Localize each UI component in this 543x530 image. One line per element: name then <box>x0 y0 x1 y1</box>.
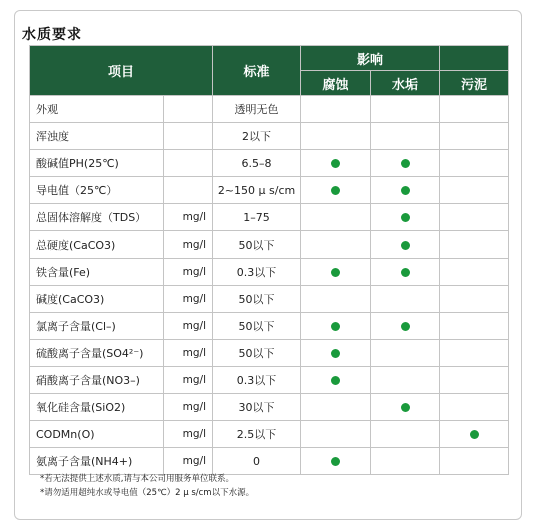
row-unit: mg/l <box>164 285 213 312</box>
table-row <box>30 421 509 448</box>
row-standard: 2.5以下 <box>213 421 301 448</box>
row-unit: mg/l <box>164 366 213 393</box>
row-scale-mark <box>371 204 440 231</box>
row-corrosion-mark <box>301 339 371 366</box>
table-row <box>30 123 509 150</box>
header-standard: 标准 <box>213 46 301 96</box>
header-impact: 影响 <box>301 46 440 71</box>
row-scale-mark <box>371 177 440 204</box>
table-row <box>30 96 509 123</box>
row-sludge-mark <box>440 312 509 339</box>
row-sludge-mark <box>440 123 509 150</box>
row-sludge-mark <box>440 285 509 312</box>
row-standard: 50以下 <box>213 285 301 312</box>
header-impact-blank <box>440 46 509 71</box>
impact-dot-icon <box>401 403 410 412</box>
impact-dot-icon <box>401 186 410 195</box>
row-scale-mark <box>371 258 440 285</box>
row-standard: 30以下 <box>213 394 301 421</box>
row-corrosion-mark <box>301 285 371 312</box>
row-scale-mark <box>371 312 440 339</box>
header-scale: 水垢 <box>371 71 440 96</box>
table-row <box>30 394 509 421</box>
row-item: 酸碱值PH(25℃) <box>30 150 164 177</box>
row-scale-mark <box>371 285 440 312</box>
impact-dot-icon <box>331 186 340 195</box>
footnote: *若无法提供上述水质,请与本公司用服务单位联系。 <box>40 474 234 484</box>
row-corrosion-mark <box>301 258 371 285</box>
row-unit <box>164 123 213 150</box>
row-sludge-mark <box>440 366 509 393</box>
row-unit: mg/l <box>164 448 213 475</box>
row-scale-mark <box>371 96 440 123</box>
row-corrosion-mark <box>301 177 371 204</box>
row-standard: 6.5–8 <box>213 150 301 177</box>
row-standard: 50以下 <box>213 339 301 366</box>
impact-dot-icon <box>331 349 340 358</box>
row-corrosion-mark <box>301 150 371 177</box>
water-quality-table <box>29 45 509 475</box>
row-unit: mg/l <box>164 258 213 285</box>
table-row <box>30 448 509 475</box>
row-item: 碱度(CaCO3) <box>30 285 164 312</box>
row-unit: mg/l <box>164 421 213 448</box>
row-item: 氯离子含量(Cl–) <box>30 312 164 339</box>
row-sludge-mark <box>440 339 509 366</box>
row-scale-mark <box>371 123 440 150</box>
row-unit: mg/l <box>164 312 213 339</box>
row-scale-mark <box>371 231 440 258</box>
row-standard: 1–75 <box>213 204 301 231</box>
row-standard: 50以下 <box>213 231 301 258</box>
row-corrosion-mark <box>301 312 371 339</box>
row-unit: mg/l <box>164 204 213 231</box>
row-item: 外观 <box>30 96 164 123</box>
row-unit <box>164 150 213 177</box>
table-row <box>30 177 509 204</box>
row-sludge-mark <box>440 421 509 448</box>
row-scale-mark <box>371 366 440 393</box>
header-sludge: 污泥 <box>440 71 509 96</box>
table-row <box>30 150 509 177</box>
table-body <box>30 96 509 475</box>
impact-dot-icon <box>401 241 410 250</box>
impact-dot-icon <box>331 268 340 277</box>
header-corrosion: 腐蚀 <box>301 71 371 96</box>
row-sludge-mark <box>440 204 509 231</box>
row-sludge-mark <box>440 96 509 123</box>
row-item: 硫酸离子含量(SO4²⁻) <box>30 339 164 366</box>
row-corrosion-mark <box>301 366 371 393</box>
row-unit: mg/l <box>164 394 213 421</box>
impact-dot-icon <box>401 159 410 168</box>
row-item: 氧化硅含量(SiO2) <box>30 394 164 421</box>
page-title: 水质要求 <box>22 27 82 43</box>
row-corrosion-mark <box>301 394 371 421</box>
row-item: 硝酸离子含量(NO3–) <box>30 366 164 393</box>
row-standard: 0.3以下 <box>213 366 301 393</box>
table-row <box>30 285 509 312</box>
row-standard: 50以下 <box>213 312 301 339</box>
row-corrosion-mark <box>301 123 371 150</box>
row-item: CODMn(O) <box>30 421 164 448</box>
row-sludge-mark <box>440 258 509 285</box>
table-row <box>30 231 509 258</box>
table-row <box>30 366 509 393</box>
row-item: 总固体溶解度（TDS） <box>30 204 164 231</box>
row-scale-mark <box>371 339 440 366</box>
row-standard: 0 <box>213 448 301 475</box>
impact-dot-icon <box>401 322 410 331</box>
row-standard: 0.3以下 <box>213 258 301 285</box>
row-item: 铁含量(Fe) <box>30 258 164 285</box>
row-item: 总硬度(CaCO3) <box>30 231 164 258</box>
impact-dot-icon <box>331 457 340 466</box>
row-scale-mark <box>371 394 440 421</box>
footnotes <box>40 472 254 500</box>
row-sludge-mark <box>440 150 509 177</box>
row-unit <box>164 96 213 123</box>
row-sludge-mark <box>440 394 509 421</box>
row-unit: mg/l <box>164 339 213 366</box>
impact-dot-icon <box>401 213 410 222</box>
row-scale-mark <box>371 150 440 177</box>
table-row <box>30 204 509 231</box>
row-corrosion-mark <box>301 96 371 123</box>
row-corrosion-mark <box>301 421 371 448</box>
row-unit <box>164 177 213 204</box>
row-sludge-mark <box>440 448 509 475</box>
impact-dot-icon <box>331 322 340 331</box>
footnote: *请勿适用超纯水或导电值（25℃）2 μ s/cm以下水源。 <box>40 488 255 498</box>
impact-dot-icon <box>470 430 479 439</box>
row-corrosion-mark <box>301 448 371 475</box>
row-scale-mark <box>371 448 440 475</box>
row-sludge-mark <box>440 177 509 204</box>
row-standard: 透明无色 <box>213 96 301 123</box>
table-row <box>30 312 509 339</box>
row-corrosion-mark <box>301 231 371 258</box>
row-item: 浑浊度 <box>30 123 164 150</box>
row-corrosion-mark <box>301 204 371 231</box>
header-item: 项目 <box>30 46 213 96</box>
impact-dot-icon <box>401 268 410 277</box>
row-standard: 2以下 <box>213 123 301 150</box>
table-row <box>30 258 509 285</box>
row-item: 氨离子含量(NH4+) <box>30 448 164 475</box>
row-item: 导电值（25℃） <box>30 177 164 204</box>
impact-dot-icon <box>331 376 340 385</box>
row-scale-mark <box>371 421 440 448</box>
table-row <box>30 339 509 366</box>
impact-dot-icon <box>331 159 340 168</box>
row-standard: 2~150 μ s/cm <box>213 177 301 204</box>
row-unit: mg/l <box>164 231 213 258</box>
row-sludge-mark <box>440 231 509 258</box>
